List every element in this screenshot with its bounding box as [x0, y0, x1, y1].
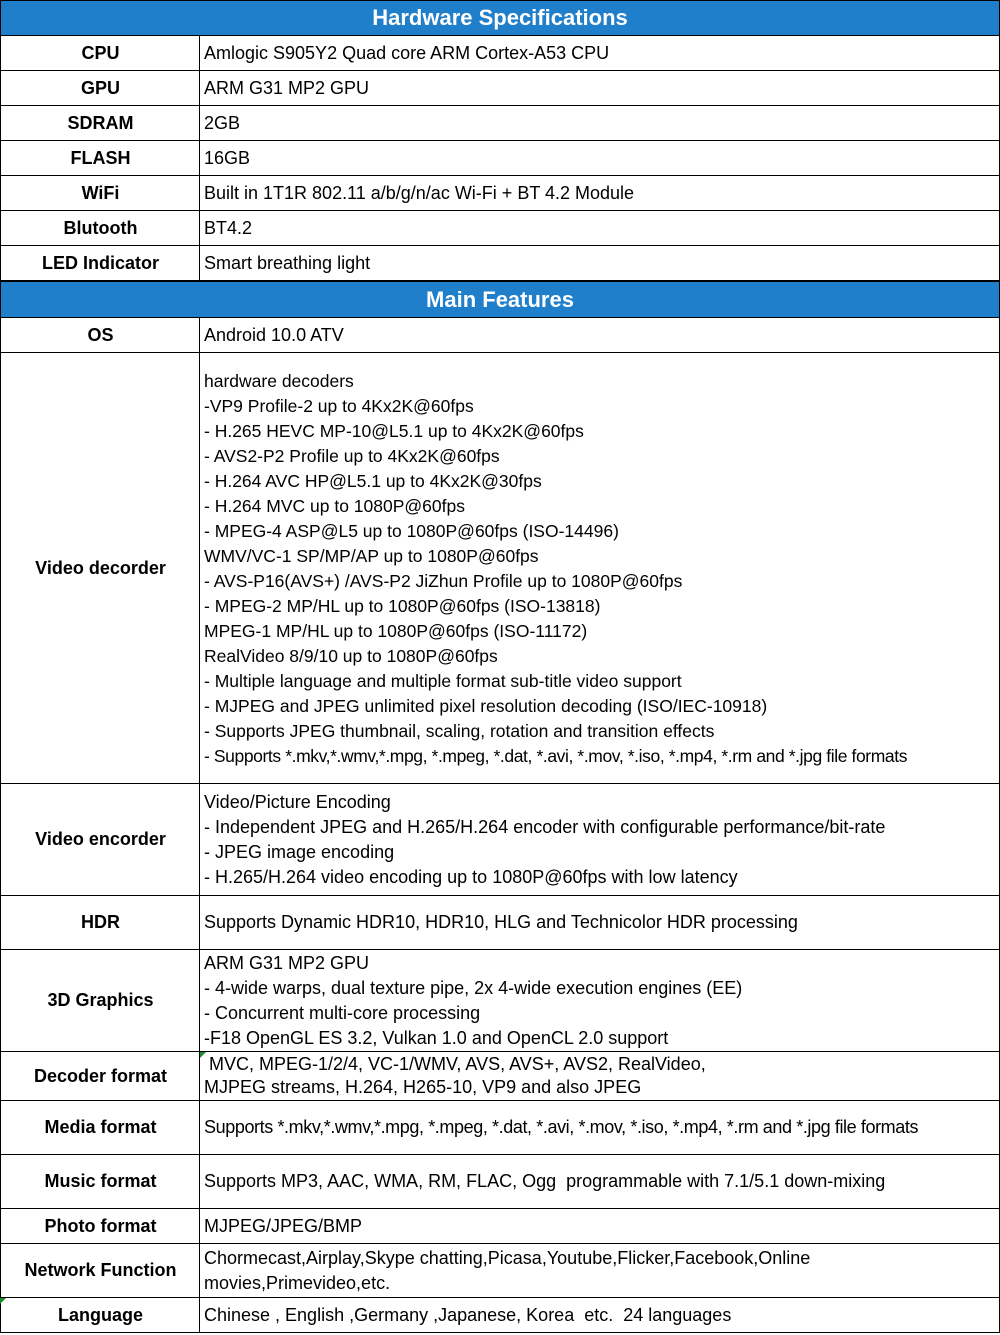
value-line: hardware decoders — [204, 371, 354, 391]
value-line: - 4-wide warps, dual texture pipe, 2x 4-wide execution engines (EE) — [204, 977, 743, 998]
value-line: - Independent JPEG and H.265/H.264 encoder with configurable performance/bit-rate — [204, 816, 886, 837]
spec-row-photo-format — [0, 1209, 1000, 1244]
value-text: Built in 1T1R 802.11 a/b/g/n/ac Wi-Fi + BT 4.2 Module — [204, 182, 635, 203]
value-text: Android 10.0 ATV — [204, 324, 344, 345]
value-line: MPEG-1 MP/HL up to 1080P@60fps (ISO-11172) — [204, 621, 588, 641]
row-label: FLASH — [0, 141, 200, 176]
spec-row-sdram — [0, 106, 1000, 141]
row-value — [199, 71, 1000, 106]
value-text: BT4.2 — [204, 217, 253, 238]
spec-row-media-format — [0, 1101, 1000, 1155]
row-value — [199, 36, 1000, 71]
row-label: 3D Graphics — [0, 950, 200, 1052]
value-line: - Supports *.mkv,*.wmv,*.mpg, *.mpeg, *.dat, *.avi, *.mov, *.iso, *.mp4, *.rm and *.jpg file formats — [204, 746, 908, 766]
row-label: Video decorder — [0, 353, 200, 784]
cell-comment-marker — [0, 1298, 6, 1304]
spec-row-video-decoder — [0, 353, 1000, 784]
spec-row-hdr — [0, 896, 1000, 950]
value-line: WMV/VC-1 SP/MP/AP up to 1080P@60fps — [204, 546, 539, 566]
value-line: - MJPEG and JPEG unlimited pixel resolution decoding (ISO/IEC-10918) — [204, 696, 768, 716]
value-line: Video/Picture Encoding — [204, 791, 391, 812]
value-line: - Concurrent multi-core processing — [204, 1002, 481, 1023]
value-text: Supports *.mkv,*.wmv,*.mpg, *.mpeg, *.dat, *.avi, *.mov, *.iso, *.mp4, *.rm and *.jpg file formats — [204, 1117, 919, 1137]
row-label: Video encorder — [0, 784, 200, 896]
row-label: WiFi — [0, 176, 200, 211]
spec-row-flash — [0, 141, 1000, 176]
row-value — [199, 950, 1000, 1052]
row-label: Network Function — [0, 1244, 200, 1298]
hardware-specs-title: Hardware Specifications — [372, 5, 628, 30]
spec-row-wifi — [0, 176, 1000, 211]
hardware-specs-header — [0, 0, 1000, 36]
row-label: Music format — [0, 1155, 200, 1209]
row-value — [199, 318, 1000, 353]
value-text: Chinese , English ,Germany ,Japanese, Korea etc. 24 languages — [204, 1304, 732, 1325]
row-value — [199, 784, 1000, 896]
row-value — [199, 353, 1000, 784]
row-label: Media format — [0, 1101, 200, 1155]
main-features-header — [0, 281, 1000, 318]
value-line: - JPEG image encoding — [204, 841, 395, 862]
spec-row-language — [0, 1298, 1000, 1333]
row-value — [199, 246, 1000, 281]
row-label: SDRAM — [0, 106, 200, 141]
spec-row-video-encoder — [0, 784, 1000, 896]
row-value — [199, 1244, 1000, 1298]
row-value — [199, 1155, 1000, 1209]
row-label: OS — [0, 318, 200, 353]
value-line: -VP9 Profile-2 up to 4Kx2K@60fps — [204, 396, 474, 416]
spec-row-led-indicator — [0, 246, 1000, 281]
value-line: - MPEG-4 ASP@L5 up to 1080P@60fps (ISO-14496) — [204, 521, 619, 541]
row-label: Photo format — [0, 1209, 200, 1244]
spec-row-decoder-format — [0, 1052, 1000, 1101]
row-label: LED Indicator — [0, 246, 200, 281]
value-text: 16GB — [204, 147, 251, 168]
value-line: Chormecast,Airplay,Skype chatting,Picasa,Youtube,Flicker,Facebook,Online — [204, 1247, 811, 1268]
value-line: - AVS-P16(AVS+) /AVS-P2 JiZhun Profile up to 1080P@60fps — [204, 571, 683, 591]
value-line: ARM G31 MP2 GPU — [204, 952, 370, 973]
main-features-title: Main Features — [426, 286, 574, 312]
value-text: Smart breathing light — [204, 252, 371, 273]
value-line: RealVideo 8/9/10 up to 1080P@60fps — [204, 646, 498, 666]
value-text: ARM G31 MP2 GPU — [204, 77, 370, 98]
row-value — [199, 106, 1000, 141]
spec-row-bluetooth — [0, 211, 1000, 246]
row-label: CPU — [0, 36, 200, 71]
spec-row-music-format — [0, 1155, 1000, 1209]
spec-row-gpu — [0, 71, 1000, 106]
row-value — [199, 896, 1000, 950]
value-line: MJPEG streams, H.264, H265-10, VP9 and also JPEG — [204, 1077, 642, 1097]
value-line: - Supports JPEG thumbnail, scaling, rotation and transition effects — [204, 721, 715, 741]
spec-row-os — [0, 318, 1000, 353]
row-value — [199, 141, 1000, 176]
value-line: - MPEG-2 MP/HL up to 1080P@60fps (ISO-13818) — [204, 596, 601, 616]
row-value — [199, 1052, 1000, 1101]
row-value — [199, 1101, 1000, 1155]
value-text: Supports Dynamic HDR10, HDR10, HLG and Technicolor HDR processing — [204, 912, 798, 932]
value-line: - H.265 HEVC MP-10@L5.1 up to 4Kx2K@60fps — [204, 421, 584, 441]
value-line: -F18 OpenGL ES 3.2, Vulkan 1.0 and OpenCL 2.0 support — [204, 1027, 669, 1048]
value-line: MVC, MPEG-1/2/4, VC-1/WMV, AVS, AVS+, AVS2, RealVideo, — [204, 1054, 706, 1074]
value-line: - AVS2-P2 Profile up to 4Kx2K@60fps — [204, 446, 500, 466]
row-value — [199, 176, 1000, 211]
value-line: - H.265/H.264 video encoding up to 1080P@60fps with low latency — [204, 866, 738, 887]
cell-comment-marker — [200, 1052, 206, 1058]
row-label: Decoder format — [0, 1052, 200, 1101]
spec-row-network-function — [0, 1244, 1000, 1298]
spec-row-cpu — [0, 36, 1000, 71]
row-value — [199, 1298, 1000, 1333]
value-line: - Multiple language and multiple format sub-title video support — [204, 671, 682, 691]
row-value — [199, 211, 1000, 246]
value-text: Supports MP3, AAC, WMA, RM, FLAC, Ogg programmable with 7.1/5.1 down-mixing — [204, 1171, 886, 1191]
value-line: - H.264 MVC up to 1080P@60fps — [204, 496, 465, 516]
value-line: movies,Primevideo,etc. — [204, 1272, 391, 1293]
value-text: MJPEG/JPEG/BMP — [204, 1215, 363, 1236]
spec-row-3d-graphics — [0, 950, 1000, 1052]
value-line: - H.264 AVC HP@L5.1 up to 4Kx2K@30fps — [204, 471, 542, 491]
row-label: GPU — [0, 71, 200, 106]
value-text: Amlogic S905Y2 Quad core ARM Cortex-A53 CPU — [204, 42, 610, 63]
row-value — [199, 1209, 1000, 1244]
row-label: Blutooth — [0, 211, 200, 246]
value-text: 2GB — [204, 112, 241, 133]
row-label: Language — [0, 1298, 200, 1333]
row-label: HDR — [0, 896, 200, 950]
